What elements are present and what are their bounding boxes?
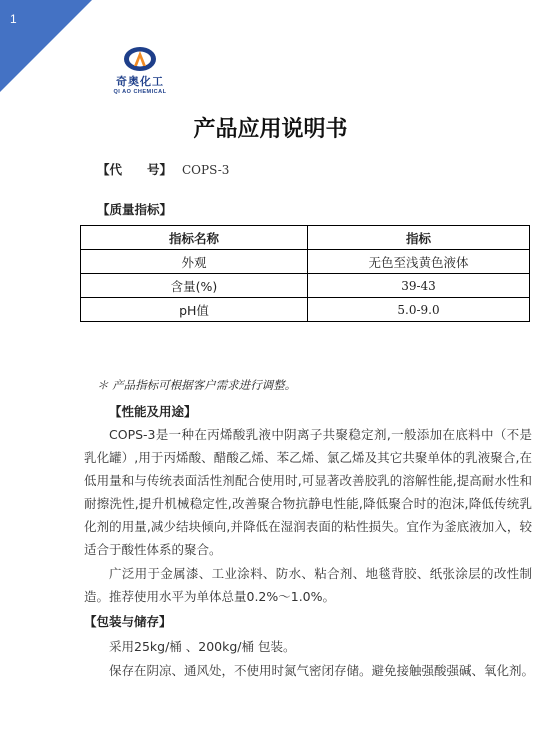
product-code-value: COPS-3 <box>182 163 230 177</box>
quality-section-heading: 【质量指标】 <box>97 202 173 217</box>
logo-mark-icon <box>123 46 157 72</box>
performance-paragraph: COPS-3是一种在丙烯酸乳液中阴离子共聚稳定剂,一般添加在底料中（不是乳化罐）,用于丙烯酸、醋酸乙烯、苯乙烯、氯乙烯及其它共聚单体的乳液聚合,在低用量和与传统表面活性剂配合使用时,可显著改善胶乳的溶解性能,提高耐水性和耐擦洗性,提升机械稳定性,改善聚合物抗静电性能,降低聚合时的泡沫,降低传统乳化剂的用量,减少结块倾向,并降低在湿润表面的粘性损失。宜作为釜底液加入，较适合于酸性体系的聚合。 <box>84 427 532 557</box>
table-row <box>81 250 530 274</box>
document-title: 产品应用说明书 <box>193 116 348 142</box>
table-cell: 含量(%) <box>81 274 308 298</box>
spec-adjust-note: ＊ 产品指标可根据客户需求进行调整。 <box>97 378 297 392</box>
packaging-section-heading: 【包装与储存】 <box>84 614 172 629</box>
product-code-label: 【代 号】 <box>97 162 173 177</box>
performance-section-heading: 【性能及用途】 <box>109 404 197 419</box>
table-cell: 无色至浅黄色液体 <box>308 250 530 274</box>
application-paragraph: 广泛用于金属漆、工业涂料、防水、粘合剂、地毯背胶、纸张涂层的改性制造。推荐使用水平为单体总量0.2%～1.0%。 <box>84 566 532 604</box>
product-code-line <box>97 160 229 178</box>
table-row <box>81 298 530 322</box>
company-logo <box>100 46 180 95</box>
quality-spec-table <box>80 225 530 322</box>
logo-chinese-name: 奇奥化工 <box>116 75 164 88</box>
packaging-line: 采用25kg/桶 、200kg/桶 包装。 <box>109 639 296 654</box>
table-header-cell: 指标名称 <box>81 226 308 250</box>
storage-line: 保存在阴凉、通风处，不使用时氮气密闭存储。避免接触强酸强碱、氧化剂。 <box>109 663 535 678</box>
page-number: 1 <box>10 12 17 26</box>
logo-english-name: QI AO CHEMICAL <box>113 89 167 95</box>
table-row <box>81 274 530 298</box>
table-cell: 5.0-9.0 <box>308 298 530 322</box>
table-cell: 外观 <box>81 250 308 274</box>
table-cell: pH值 <box>81 298 308 322</box>
table-header-row <box>81 226 530 250</box>
table-header-cell: 指标 <box>308 226 530 250</box>
table-cell: 39-43 <box>308 274 530 298</box>
